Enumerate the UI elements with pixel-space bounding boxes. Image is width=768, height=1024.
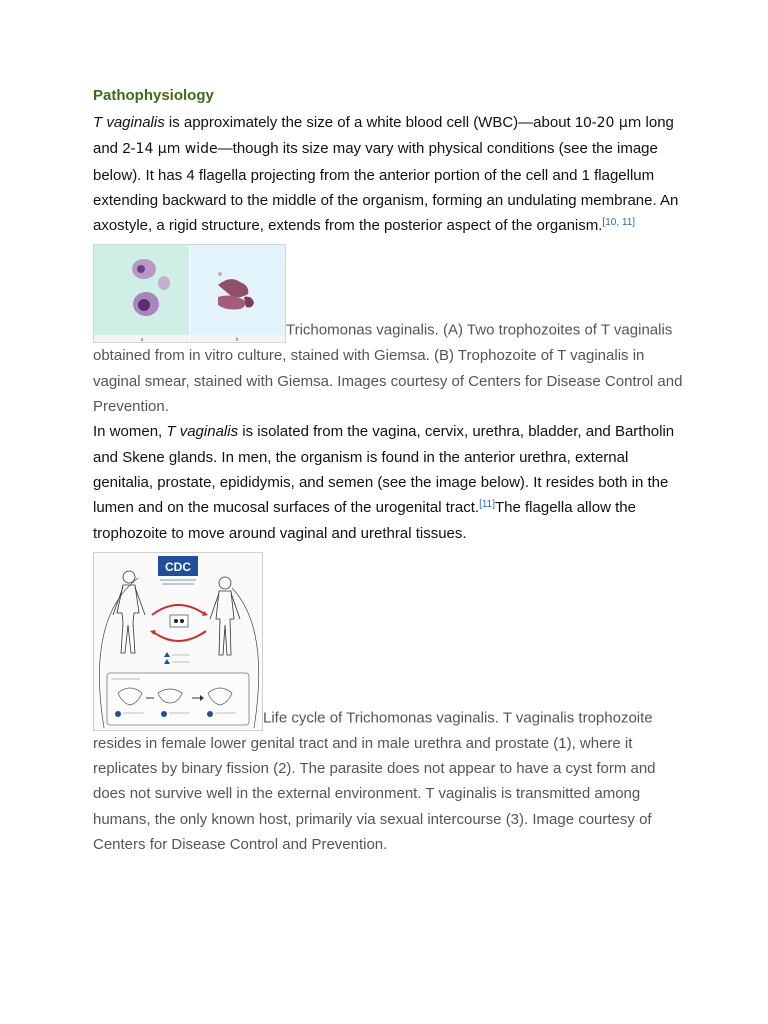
- life-cycle-diagram-image[interactable]: [93, 552, 263, 731]
- micrograph-image[interactable]: [93, 244, 286, 343]
- reference-link[interactable]: [11]: [479, 499, 495, 511]
- paragraph-size-description: T vaginalis is approximately the size of a white blood cell (WBC)—about 10-20 µm long and 2-14 µm wide—though its size may vary with physical conditions (see the image below). It has 4 flagella projecting from the anterior portion of the cell and 1 flagellum extending backward to the middle of the organism, forming an undulating membrane. An axostyle, a rigid structure, extends from the posterior aspect of the organism.[10, 11]: [93, 114, 679, 235]
- micrograph-drawing: [94, 245, 285, 342]
- cdc-logo-text: CDC: [165, 559, 191, 574]
- article-body: [93, 82, 683, 857]
- paragraph-location: In women, T vaginalis is isolated from the vagina, cervix, urethra, bladder, and Bartholin and Skene glands. In men, the organism is found in the anterior urethra, external genitalia, prostate, epididymis, and semen (see the image below). It resides both in the lumen and on the mucosal surfaces of the urogenital tract.[11]The flagella allow the trophozoite to move around vaginal and urethral tissues.: [93, 423, 675, 542]
- italic-species-name: T vaginalis: [166, 423, 239, 441]
- figure-caption-1: Trichomonas vaginalis. (A) Two trophozoites of T vaginalis obtained from in vitro culture, stained with Giemsa. (B) Trophozoite of T vaginalis in vaginal smear, stained with Giemsa. Images courtesy of Centers for Disease Control and Prevention.: [93, 322, 683, 416]
- figure-life-cycle: [93, 552, 683, 857]
- panel-label-b: b: [235, 337, 239, 343]
- reference-link[interactable]: [10, 11]: [602, 217, 636, 229]
- life-cycle-drawing: [94, 553, 262, 730]
- figure-trophozoites: [93, 244, 683, 419]
- panel-label-a: a: [140, 337, 144, 343]
- section-heading: Pathophysiology: [93, 87, 214, 104]
- italic-species-name: T vaginalis: [93, 114, 165, 131]
- figure-caption-2: Life cycle of Trichomonas vaginalis. T vaginalis trophozoite resides in female lower genital tract and in male urethra and prostate (1), where it replicates by binary fission (2). The parasite does not appear to have a cyst form and does not survive well in the external environment. T vaginalis is transmitted among humans, the only known host, primarily via sexual intercourse (3). Image courtesy of Centers for Disease Control and Prevention.: [93, 709, 656, 854]
